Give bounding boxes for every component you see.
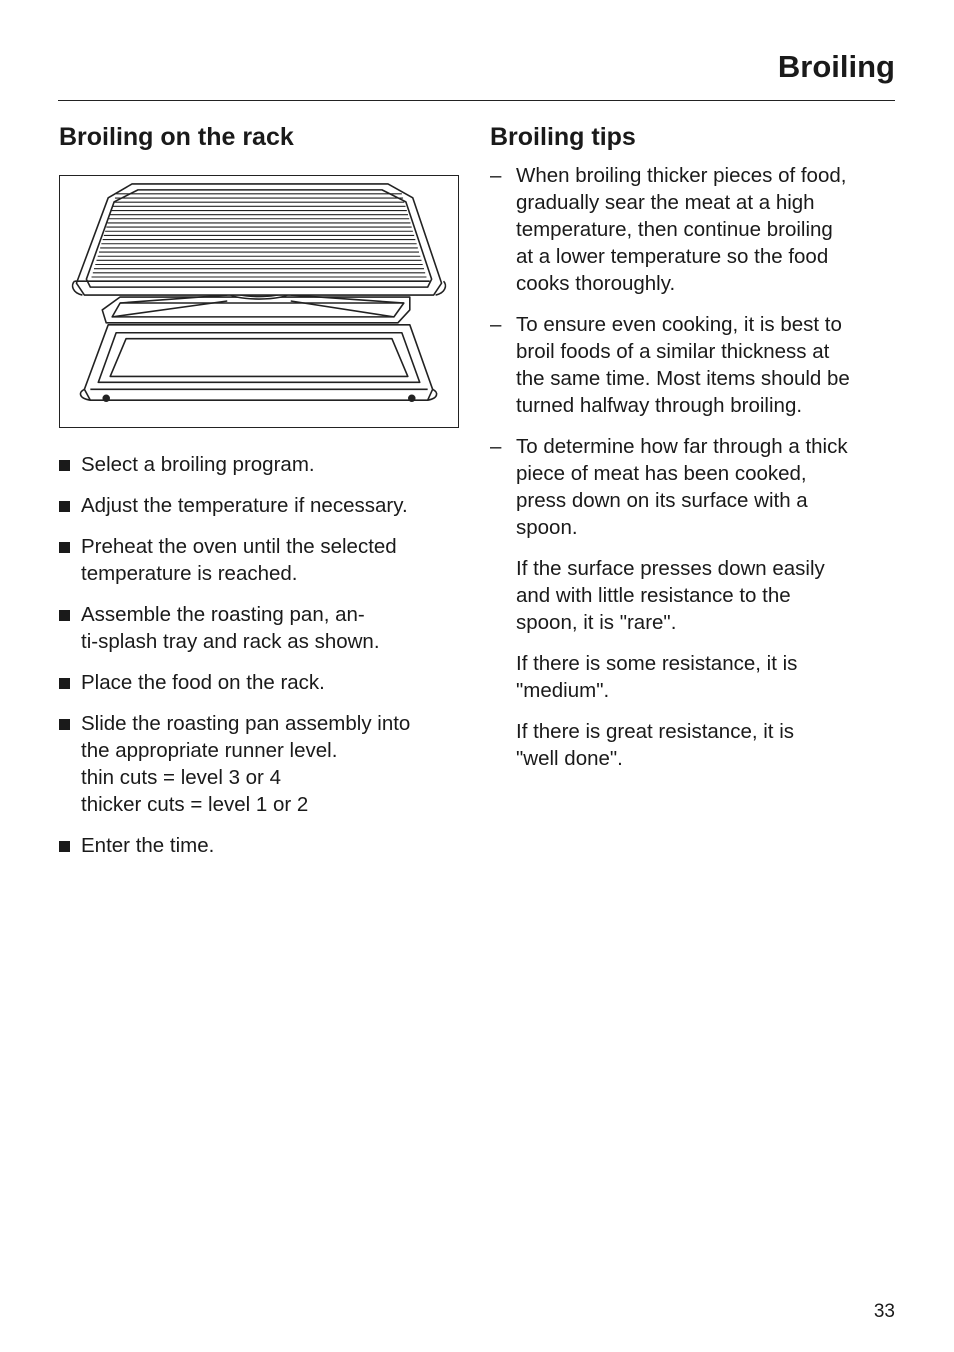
dash-bullet-icon: – xyxy=(490,435,502,458)
text-line: piece of meat has been cooked, xyxy=(516,462,807,485)
square-bullet-icon xyxy=(59,719,70,730)
tip-item xyxy=(490,162,900,297)
text-line: Adjust the temperature if necessary. xyxy=(81,494,408,517)
instruction-item xyxy=(59,669,459,696)
text-line: gradually sear the meat at a high xyxy=(516,191,815,214)
dash-bullet-icon: – xyxy=(490,313,502,336)
square-bullet-icon xyxy=(59,678,70,689)
square-bullet-icon xyxy=(59,501,70,512)
text-line: Enter the time. xyxy=(81,834,215,857)
page-number: 33 xyxy=(873,1301,895,1322)
page-title: Broiling xyxy=(777,49,895,84)
instruction-item xyxy=(59,832,459,859)
text-line: turned halfway through broiling. xyxy=(516,394,803,417)
text-line: broil foods of a similar thickness at xyxy=(516,340,830,363)
text-line: Preheat the oven until the selected xyxy=(81,535,397,558)
text-line: temperature is reached. xyxy=(81,562,298,585)
text-line: Place the food on the rack. xyxy=(81,671,325,694)
text-line: at a lower temperature so the food xyxy=(516,245,829,268)
doneness-paragraph xyxy=(490,555,900,636)
header-divider xyxy=(58,100,895,101)
section-heading-broiling-tips: Broiling tips xyxy=(490,123,636,151)
roasting-pan-illustration xyxy=(59,175,459,428)
instruction-item xyxy=(59,451,459,478)
text-line: Select a broiling program. xyxy=(81,453,315,476)
text-line: "medium". xyxy=(516,679,610,702)
section-heading-broiling-on-rack: Broiling on the rack xyxy=(59,123,294,151)
instruction-item xyxy=(59,492,459,519)
square-bullet-icon xyxy=(59,610,70,621)
tip-item xyxy=(490,433,900,541)
text-line: Slide the roasting pan assembly into xyxy=(81,712,411,735)
text-line: If there is great resistance, it is xyxy=(516,720,795,743)
doneness-paragraphs xyxy=(490,555,900,772)
text-line: "well done". xyxy=(516,747,623,770)
dash-bullet-icon: – xyxy=(490,164,502,187)
text-line: spoon. xyxy=(516,516,578,539)
instruction-item xyxy=(59,601,459,655)
text-line: temperature, then continue broiling xyxy=(516,218,833,241)
text-line: If there is some resistance, it is xyxy=(516,652,798,675)
doneness-paragraph xyxy=(490,650,900,704)
right-column xyxy=(490,122,900,786)
instruction-item xyxy=(59,710,459,818)
text-line: To determine how far through a thick xyxy=(516,435,848,458)
square-bullet-icon xyxy=(59,542,70,553)
text-line: press down on its surface with a xyxy=(516,489,808,512)
left-column xyxy=(59,122,459,873)
text-line: ti-splash tray and rack as shown. xyxy=(81,630,380,653)
tip-item xyxy=(490,311,900,419)
square-bullet-icon xyxy=(59,841,70,852)
doneness-paragraph xyxy=(490,718,900,772)
text-line: the same time. Most items should be xyxy=(516,367,850,390)
text-line: If the surface presses down easily xyxy=(516,557,825,580)
text-line: thicker cuts = level 1 or 2 xyxy=(81,793,309,816)
tips-list xyxy=(490,162,900,541)
text-line: When broiling thicker pieces of food, xyxy=(516,164,847,187)
text-line: spoon, it is "rare". xyxy=(516,611,677,634)
square-bullet-icon xyxy=(59,460,70,471)
text-line: Assemble the roasting pan, an- xyxy=(81,603,365,626)
text-line: cooks thoroughly. xyxy=(516,272,676,295)
text-line: thin cuts = level 3 or 4 xyxy=(81,766,281,789)
text-line: To ensure even cooking, it is best to xyxy=(516,313,842,336)
instruction-list xyxy=(59,451,459,859)
text-line: the appropriate runner level. xyxy=(81,739,338,762)
text-line: and with little resistance to the xyxy=(516,584,791,607)
instruction-item xyxy=(59,533,459,587)
